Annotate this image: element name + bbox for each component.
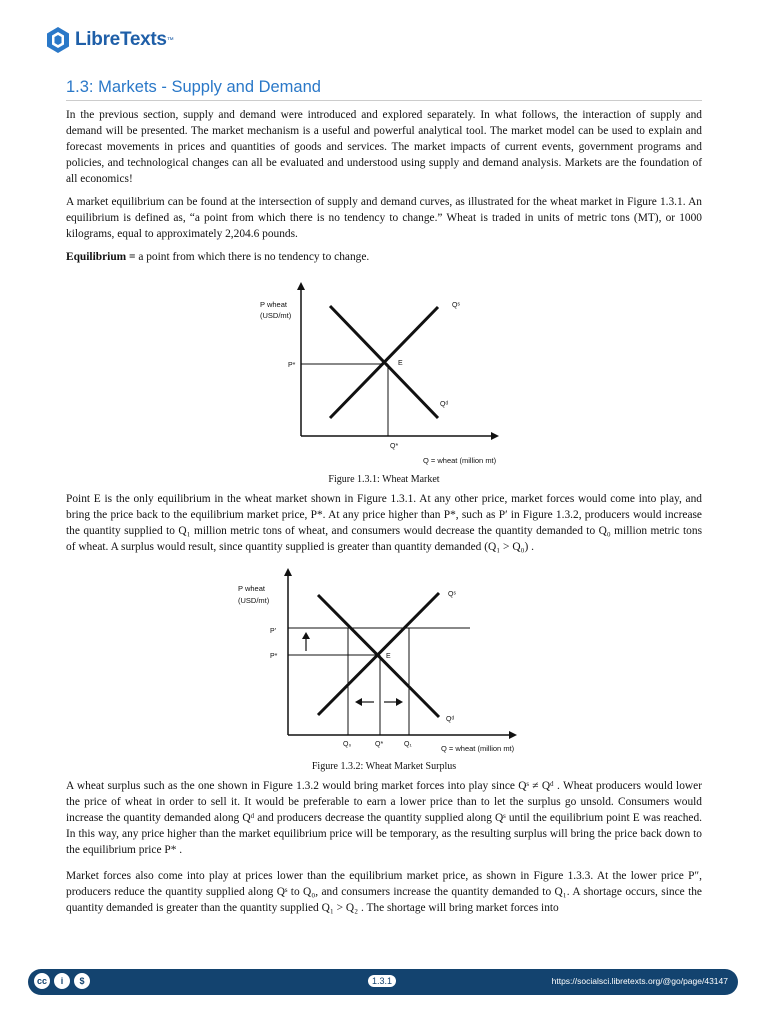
- noncommercial-icon: $: [73, 972, 91, 990]
- fig1-equilibrium-label: E: [398, 360, 403, 367]
- page-footer: [28, 969, 738, 995]
- fig2-xlabel: Q = wheat (million mt): [441, 744, 515, 753]
- brand-tm: ™: [166, 36, 174, 44]
- cc-icon: cc: [33, 972, 51, 990]
- paragraph-1: In the previous section, supply and demand were introduced and explored separately. In what follows, the interaction of supply and demand will be presented. The market mechanism is a useful and powerful analytical tool. The market model can be used to explain and forecast movements in prices and quantities of goods and services. The market impacts of current events, government programs and policies, and technological changes can all be evaluated and understood using supply and demand analysis. Markets are the foundation of all economics!: [66, 109, 702, 186]
- fig2-ylabel-units: (USD/mt): [238, 596, 270, 605]
- fig2-qstar-label: Q*: [375, 741, 384, 748]
- fig2-q1-label: Q₁: [404, 741, 412, 748]
- figure-wheat-surplus: [234, 565, 544, 755]
- fig1-ylabel-units: (USD/mt): [260, 311, 292, 320]
- fig2-pprime-label: P': [270, 628, 277, 635]
- attribution-icon: i: [53, 972, 71, 990]
- fig2-ylabel: P wheat: [238, 584, 265, 593]
- fig1-xlabel: Q = wheat (million mt): [423, 456, 497, 465]
- fig2-demand-label: Qᵈ: [446, 716, 455, 723]
- figure-1-caption: Figure 1.3.1: Wheat Market: [328, 474, 440, 485]
- equilibrium-definition: a point from which there is no tendency to change.: [135, 251, 370, 263]
- equilibrium-term: Equilibrium =: [66, 251, 136, 263]
- page-title: 1.3: Markets - Supply and Demand: [66, 78, 321, 96]
- figure-2-caption: Figure 1.3.2: Wheat Market Surplus: [311, 761, 457, 772]
- paragraph-2: A market equilibrium can be found at the intersection of supply and demand curves, as illustrated for the wheat market in Figure 1.3.1. An equilibrium is defined as, “a point from which there is no tendency to change.” Wheat is traded in units of metric tons (MT), or 1000 kilograms, equal to approximately 2,204.6 pounds.: [66, 196, 702, 241]
- fig2-pstar-label: P*: [270, 653, 278, 660]
- paragraph-4: Point E is the only equilibrium in the wheat market shown in Figure 1.3.1. At any other price, market forces would come into play, and bring the price back to the equilibrium market price, P*. At any price higher than P*, such as P′ in Figure 1.3.2, producers would increase the quantity supplied to Q₁ million metric tons of wheat, and consumers would decrease the quantity demanded to Q₀ million metric tons of wheat. A surplus would result, since quantity supplied is greater than quantity demanded (Q₁ > Q₀) .: [66, 493, 702, 554]
- fig2-supply-label: Qˢ: [448, 591, 456, 598]
- fig1-qstar-label: Q*: [390, 443, 399, 450]
- fig1-supply-label: Qˢ: [452, 302, 460, 309]
- cc-license-badge[interactable]: [33, 972, 93, 990]
- libretexts-hex-icon: [46, 26, 70, 54]
- fig1-demand-label: Qᵈ: [440, 401, 449, 408]
- paragraph-5: A wheat surplus such as the one shown in Figure 1.3.2 would bring market forces into play since Qˢ ≠ Qᵈ . Wheat producers would lower the price of wheat in order to sell it. It would be preferable to earn a lower price than to let the surplus go unsold. Consumers would increase the quantity demanded along Qᵈ and producers decrease the quantity supplied along Qˢ until the equilibrium point E was reached. In this way, any price higher than the market equilibrium price will be temporary, as the resulting surplus will bring the price back down to the equilibrium price P* .: [66, 780, 702, 857]
- page-url-link[interactable]: https://socialsci.libretexts.org/@go/page/43147: [551, 976, 728, 986]
- paragraph-3: [66, 249, 702, 265]
- fig2-q0-label: Q₀: [343, 741, 352, 748]
- fig1-pstar-label: P*: [288, 362, 296, 369]
- fig1-ylabel: P wheat: [260, 300, 287, 309]
- brand-name: LibreTexts: [75, 29, 167, 50]
- paragraph-6: Market forces also come into play at prices lower than the equilibrium market price, as shown in Figure 1.3.3. At the lower price P″, producers reduce the quantity supplied along Qˢ to Q₀, and consumers increase the quantity demanded to Q₁. A shortage occurs, since the quantity demanded is greater than the quantity supplied Q₁ > Q₂ . The shortage will bring market forces into: [66, 870, 702, 915]
- page-number: 1.3.1: [368, 975, 396, 987]
- figure-wheat-market: [250, 280, 520, 470]
- libretexts-logo[interactable]: [46, 26, 174, 54]
- fig2-equilibrium-label: E: [386, 653, 391, 660]
- title-divider: [66, 100, 702, 101]
